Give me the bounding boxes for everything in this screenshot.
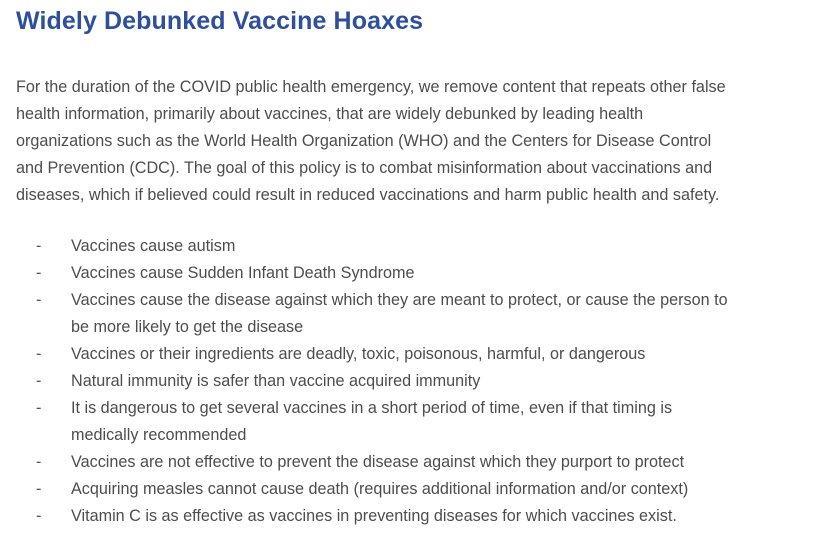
- list-item: [0, 233, 823, 260]
- list-item-text: Natural immunity is safer than vaccine acquired immunity: [71, 372, 481, 390]
- list-item: [0, 287, 823, 341]
- list-item-text: Vaccines cause the disease against which they are meant to protect, or cause the person to: [71, 291, 728, 309]
- intro-line: diseases, which if believed could result in reduced vaccinations and harm public health and safety.: [16, 186, 720, 204]
- list-item-text: Vitamin C is as effective as vaccines in preventing diseases for which vaccines exist.: [71, 507, 677, 525]
- list-item-text: Vaccines cause Sudden Infant Death Syndrome: [71, 264, 415, 282]
- page-title: Widely Debunked Vaccine Hoaxes: [16, 7, 424, 35]
- bullet-dash: -: [36, 372, 42, 390]
- list-item-text: Vaccines or their ingredients are deadly, toxic, poisonous, harmful, or dangerous: [71, 345, 646, 363]
- list-item-text: Acquiring measles cannot cause death (requires additional information and/or context): [71, 480, 689, 498]
- intro-paragraph: [16, 74, 816, 209]
- bullet-dash: -: [36, 345, 42, 363]
- list-item: [0, 503, 823, 530]
- bullet-dash: -: [36, 507, 42, 525]
- intro-line: organizations such as the World Health Organization (WHO) and the Centers for Disease Control: [16, 132, 712, 150]
- list-item: [0, 368, 823, 395]
- bullet-dash: -: [36, 480, 42, 498]
- list-item: [0, 476, 823, 503]
- list-item-text: be more likely to get the disease: [71, 318, 304, 336]
- list-item: [0, 341, 823, 368]
- bullet-dash: -: [36, 399, 42, 417]
- list-item-text: It is dangerous to get several vaccines in a short period of time, even if that timing is: [71, 399, 673, 417]
- bullet-dash: -: [36, 291, 42, 309]
- list-item-text: Vaccines cause autism: [71, 237, 236, 255]
- list-item-text: Vaccines are not effective to prevent the disease against which they purport to protect: [71, 453, 685, 471]
- bullet-dash: -: [36, 237, 42, 255]
- intro-line: health information, primarily about vaccines, that are widely debunked by leading health: [16, 105, 644, 123]
- bullet-dash: -: [36, 264, 42, 282]
- list-item: [0, 395, 823, 449]
- list-item: [0, 260, 823, 287]
- bullet-dash: -: [36, 453, 42, 471]
- hoax-list: [0, 233, 823, 530]
- list-item: [0, 449, 823, 476]
- intro-line: For the duration of the COVID public health emergency, we remove content that repeats other false: [16, 78, 726, 96]
- list-item-text: medically recommended: [71, 426, 247, 444]
- intro-line: and Prevention (CDC). The goal of this policy is to combat misinformation about vaccinations and: [16, 159, 713, 177]
